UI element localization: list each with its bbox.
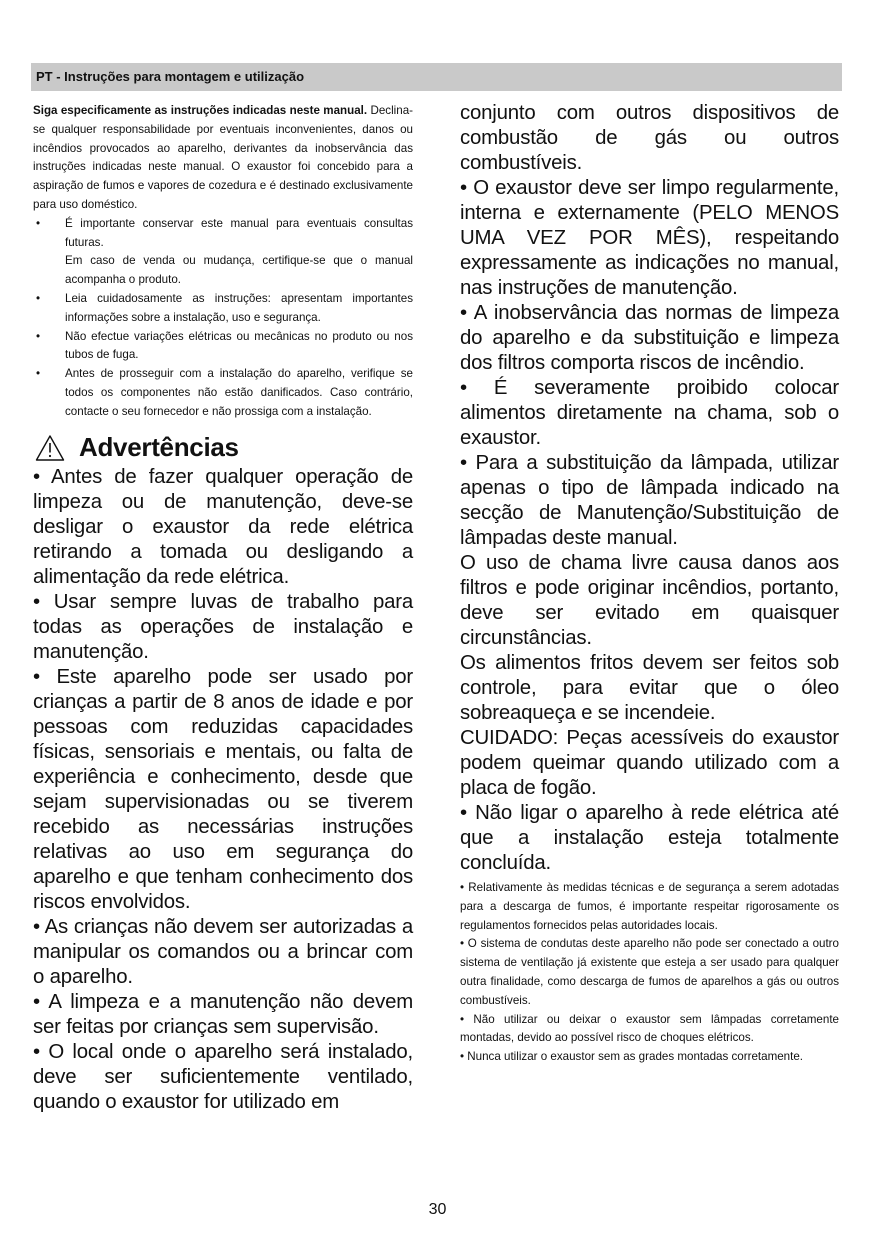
list-item xyxy=(33,328,413,366)
bullet-mark: • xyxy=(36,291,41,305)
bullet-extra-text: Em caso de venda ou mudança, certifique-se que o manual acompanha o produto. xyxy=(65,254,413,287)
technical-note: • Nunca utilizar o exaustor sem as grades montadas corretamente. xyxy=(460,1050,804,1064)
list-item xyxy=(33,290,413,328)
warning-paragraph: • As crianças não devem ser autorizadas a manipular os comandos ou a brincar com o aparelho. xyxy=(33,915,413,988)
list-item xyxy=(33,215,413,290)
warning-paragraph: • É severamente proibido colocar alimentos diretamente na chama, sob o exaustor. xyxy=(460,377,839,449)
bullet-mark: • xyxy=(36,216,41,230)
warning-paragraph: • O exaustor deve ser limpo regularmente, interna e externamente (PELO MENOS UMA VEZ POR MÊS), respeitando expressamente as indicações no manual, nas instruções de manutenção. xyxy=(460,177,839,299)
technical-note: • Não utilizar ou deixar o exaustor sem lâmpadas corretamente montadas, devido ao possível risco de choques elétricos. xyxy=(460,1012,839,1045)
bullet-mark: • xyxy=(36,329,41,343)
warning-paragraph: • Usar sempre luvas de trabalho para todas as operações de instalação e manutenção. xyxy=(33,590,413,663)
section-header-bar xyxy=(31,63,842,91)
technical-note: • Relativamente às medidas técnicas e de segurança a serem adotadas para a descarga de fumos, é importante respeitar rigorosamente os regulamentos fornecidos pelas autoridades locais. xyxy=(460,881,839,932)
warning-paragraph: • Para a substituição da lâmpada, utilizar apenas o tipo de lâmpada indicado na secção de Manutenção/Substituição de lâmpadas deste manual. xyxy=(460,452,839,549)
technical-notes xyxy=(460,879,839,1067)
warning-paragraph: Os alimentos fritos devem ser feitos sob controle, para evitar que o óleo sobreaqueça e se incendeie. xyxy=(460,652,839,724)
intro-text: Declina-se qualquer responsabilidade por eventuais inconvenientes, danos ou incêndios provocados ao aparelho, derivantes da inobservância das instruções indicadas neste manual. O exaustor foi concebido para a aspiração de fumos e vapores de cozedura e é destinado exclusivamente para uso doméstico. xyxy=(33,104,413,211)
list-item xyxy=(33,365,413,421)
warning-list-continued xyxy=(460,101,839,876)
bullet-text: É importante conservar este manual para eventuais consultas futuras. xyxy=(65,216,413,249)
section-title: PT - Instruções para montagem e utilização xyxy=(36,69,305,84)
warning-triangle-icon xyxy=(35,434,65,462)
warning-paragraph: • Antes de fazer qualquer operação de limpeza ou de manutenção, deve-se desligar o exaustor da rede elétrica retirando a tomada ou desligando a alimentação da rede elétrica. xyxy=(33,465,413,588)
right-column xyxy=(460,101,839,1067)
technical-note: • O sistema de condutas deste aparelho não pode ser conectado a outro sistema de ventilação já existente que esteja a ser usado para qualquer outra finalidade, como descarga de fumos de aparelhos a gás ou outros combustíveis. xyxy=(460,937,839,1007)
warning-paragraph: O uso de chama livre causa danos aos filtros e pode originar incêndios, portanto, deve ser evitado em quaisquer circunstâncias. xyxy=(460,552,839,649)
warning-paragraph: • O local onde o aparelho será instalado, deve ser suficientemente ventilado, quando o exaustor for utilizado em xyxy=(33,1040,413,1113)
warnings-title: Advertências xyxy=(79,432,239,463)
warning-paragraph: CUIDADO: Peças acessíveis do exaustor podem queimar quando utilizado com a placa de fogão. xyxy=(460,727,839,799)
warning-paragraph: • Não ligar o aparelho à rede elétrica até que a instalação esteja totalmente concluída. xyxy=(460,802,839,874)
warning-paragraph: • A inobservância das normas de limpeza do aparelho e da substituição e limpeza dos filtros comporta riscos de incêndio. xyxy=(460,302,839,374)
bullet-mark: • xyxy=(36,367,41,381)
instruction-bullet-list xyxy=(33,215,413,422)
warning-paragraph: • Este aparelho pode ser usado por crianças a partir de 8 anos de idade e por pessoas com reduzidas capacidades físicas, sensoriais e mentais, ou falta de experiência e conhecimento, desde que sejam supervisionadas ou se tiverem recebido as necessárias instruções relativas ao uso em segurança do aparelho e que tenham conhecimento dos riscos envolvidos. xyxy=(33,665,413,913)
bullet-text: Antes de prosseguir com a instalação do aparelho, verifique se todos os componentes não estão danificados. Caso contrário, contacte o seu fornecedor e não prossiga com a instalação. xyxy=(65,367,413,418)
intro-bold-text: Siga especificamente as instruções indicadas neste manual. xyxy=(33,104,368,117)
warning-paragraph: conjunto com outros dispositivos de combustão de gás ou outros combustíveis. xyxy=(460,102,839,174)
bullet-text: Leia cuidadosamente as instruções: apresentam importantes informações sobre a instalação, uso e segurança. xyxy=(65,291,413,324)
intro-paragraph xyxy=(33,102,413,215)
left-column xyxy=(33,102,413,1115)
warnings-heading xyxy=(33,431,413,465)
warning-paragraph: • A limpeza e a manutenção não devem ser feitas por crianças sem supervisão. xyxy=(33,990,413,1038)
bullet-text: Não efectue variações elétricas ou mecânicas no produto ou nos tubos de fuga. xyxy=(65,329,413,362)
page-number: 30 xyxy=(428,1201,447,1218)
